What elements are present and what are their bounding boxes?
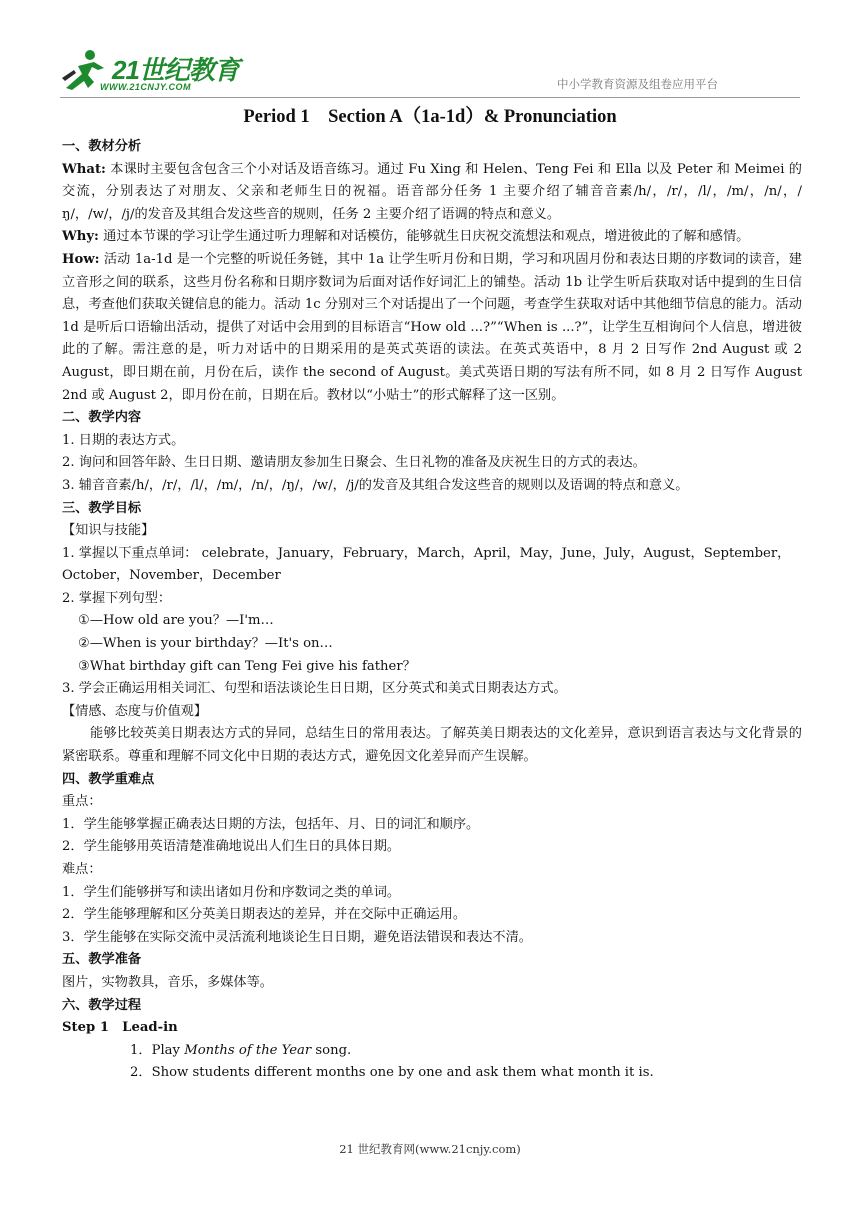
difficulty-item: 1．学生们能够拼写和读出诸如月份和序数词之类的单词。: [62, 884, 401, 900]
what-paragraph: [62, 159, 802, 227]
how-text: 活动 1a-1d 是一个完整的听说任务链，其中 1a 让学生听月份和日期，学习和巩固月份和表达日期的序数词的读音，建立音形之间的联系，这些月份名称和日期序数词为后面对话作好词汇上的铺垫。活动 1b 让学生听后获取对话中提到的生日信息，考查他们获取关键信息的能力。活动 1c 分别对三个对话提出了一个问题，考查学生获取对话中其他细节信息的能力。活动 1d 是听后口语输出活动，提供了对话中会用到的目标语言“How old ...?”“When is ...?”，让学生互相询问个人信息，增进彼此的了解。需注意的是，听力对话中的日期采用的是英式英语的读法。在英式英语中，8 月 2 日写作 2nd August 或 2 August，即日期在前，月份在后，读作 the second of August。美式英语日期的写法有所不同，如 8 月 2 日写作 August 2nd 或 August 2，即月份在前，日期在后。教材以“小贴士”的形式解释了这一区别。: [62, 251, 802, 403]
section-heading-process: 六、教学过程: [62, 997, 142, 1013]
logo: [60, 48, 240, 100]
step-item-suffix: song.: [311, 1042, 352, 1058]
song-title: Months of the Year: [184, 1042, 312, 1058]
subheading-attitude: 【情感、态度与价值观】: [62, 703, 208, 719]
sentence-pattern: ③What birthday gift can Teng Fei give his father？: [78, 658, 416, 674]
what-label: What:: [62, 161, 106, 177]
step-item-prefix: 1．Play: [130, 1042, 185, 1058]
step-item: [62, 1040, 802, 1063]
sentence-pattern: ①—How old are you？—I'm…: [78, 613, 274, 629]
subheading-knowledge: 【知识与技能】: [62, 523, 155, 539]
page-footer: 21 世纪教育网(www.21cnjy.com): [339, 1142, 521, 1156]
key-point-item: 1．学生能够掌握正确表达日期的方法，包括年、月、日的词汇和顺序。: [62, 816, 480, 832]
section-heading-objectives: 三、教学目标: [62, 500, 142, 516]
logo-url: WWW.21CNJY.COM: [100, 82, 192, 92]
page-title: Period 1 Section A（1a-1d）& Pronunciation: [243, 107, 617, 127]
content-item: 2. 询问和回答年龄、生日日期、邀请朋友参加生日聚会、生日礼物的准备及庆祝生日的方式的表达。: [62, 455, 646, 471]
document-body: [62, 136, 802, 1085]
step-item: 2．Show students different months one by one and ask them what month it is.: [130, 1065, 654, 1081]
why-label: Why:: [62, 229, 99, 245]
header-divider: [60, 97, 800, 98]
how-paragraph: [62, 249, 802, 407]
what-text: 本课时主要包含包含三个小对话及语音练习。通过 Fu Xing 和 Helen、Teng Fei 和 Ella 以及 Peter 和 Meimei 的交流，分别表达了对朋友、父亲和老师生日的祝福。语音部分任务 1 主要介绍了辅音音素/h/，/r/，/l/，/m/，/n/，/ŋ/，/w/，/j/的发音及其组合发这些音的规则，任务 2 主要介绍了语调的特点和意义。: [62, 161, 802, 222]
how-label: How:: [62, 251, 100, 267]
knowledge-item-words: 1. 掌握以下重点单词： celebrate，January，February，March，April，May，June，July，August，September，October，November，December: [62, 545, 791, 584]
knowledge-item-patterns: 2. 掌握下列句型：: [62, 590, 172, 606]
content-item: 1. 日期的表达方式。: [62, 432, 185, 448]
knowledge-item-usage: 3. 学会正确运用相关词汇、句型和语法谈论生日日期，区分英式和美式日期表达方式。: [62, 681, 567, 697]
why-paragraph: [62, 226, 802, 249]
platform-tagline: 中小学教育资源及组卷应用平台: [557, 77, 718, 91]
section-heading-key-points: 四、教学重难点: [62, 771, 155, 787]
sentence-pattern: ②—When is your birthday？—It's on…: [78, 636, 333, 652]
preparation-text: 图片，实物教具，音乐，多媒体等。: [62, 974, 273, 990]
section-heading-content: 二、教学内容: [62, 410, 142, 426]
key-points-label: 重点：: [62, 794, 102, 810]
section-heading-preparation: 五、教学准备: [62, 952, 142, 968]
step-heading: Step 1 Lead-in: [62, 1020, 178, 1036]
attitude-paragraph: 能够比较英美日期表达方式的异同，总结生日的常用表达。了解英美日期表达的文化差异，意识到语言表达与文化背景的紧密联系。尊重和理解不同文化中日期的表达方式，避免因文化差异而产生误解。: [62, 726, 802, 765]
key-point-item: 2．学生能够用英语清楚准确地说出人们生日的具体日期。: [62, 839, 401, 855]
content-item: 3. 辅音音素/h/，/r/，/l/，/m/，/n/，/ŋ/，/w/，/j/的发音及其组合发这些音的规则以及语调的特点和意义。: [62, 477, 689, 493]
section-heading-analysis: 一、教材分析: [62, 139, 142, 154]
difficulties-label: 难点：: [62, 862, 102, 877]
difficulty-item: 2．学生能够理解和区分英美日期表达的差异，并在交际中正确运用。: [62, 907, 467, 923]
logo-wordmark: 21世纪教育: [112, 55, 239, 85]
why-text: 通过本节课的学习让学生通过听力理解和对话模仿，能够就生日庆祝交流想法和观点，增进彼此的了解和感情。: [98, 229, 750, 245]
difficulty-item: 3．学生能够在实际交流中灵活流利地谈论生日日期，避免语法错误和表达不清。: [62, 929, 532, 945]
